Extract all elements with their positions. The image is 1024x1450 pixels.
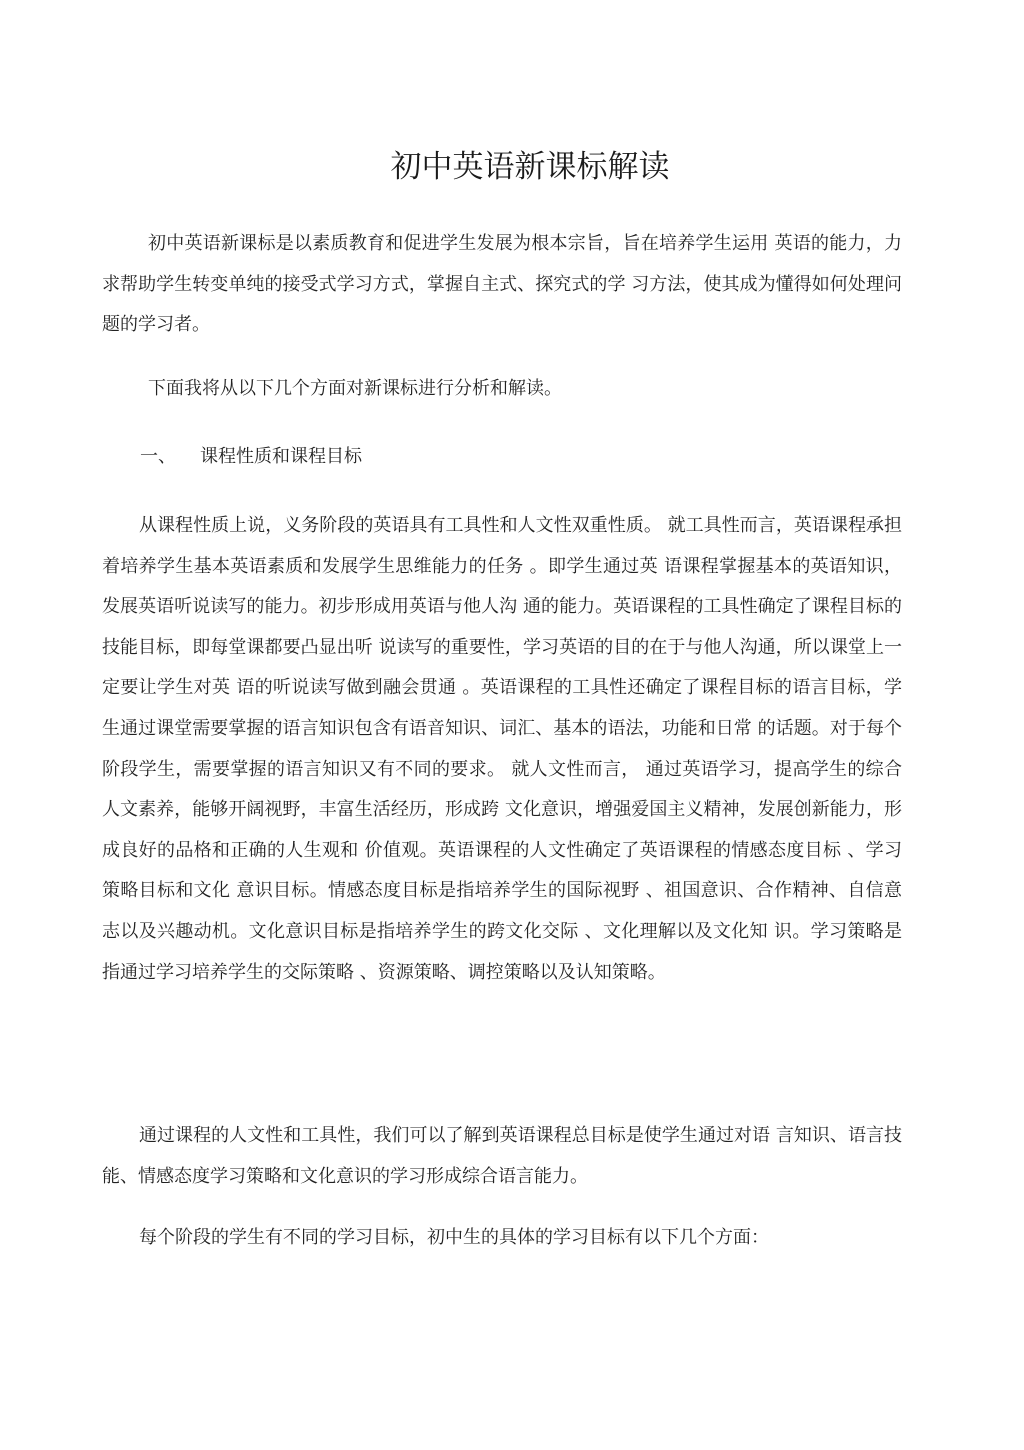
section-heading-text: 课程性质和课程目标 <box>200 446 362 467</box>
outline-paragraph: 下面我将从以下几个方面对新课标进行分析和解读。 <box>148 378 562 399</box>
section-heading <box>140 437 362 477</box>
overall-goal-paragraph: 通过课程的人文性和工具性，我们可以了解到英语课程总目标是使学生通过对语 言知识、语言技能、情感态度学习策略和文化意识的学习形成综合语言能力。 <box>102 1125 902 1187</box>
course-nature-paragraph: 从课程性质上说，义务阶段的英语具有工具性和人文性双重性质。 就工具性而言，英语课程承担着培养学生基本英语素质和发展学生思维能力的任务 。即学生通过英 语课程掌握基本的英语知识，发展英语听说读写的能力。初步形成用英语与他人沟 通的能力。英语课程的工具性确定了课程目标的技能目标，即每堂课都要凸显出听 说读写的重要性，学习英语的目的在于与他人沟通，所以课堂上一定要让学生对英 语的听说读写做到融会贯通 。英语课程的工具性还确定了课程目标的语言目标，学 生通过课堂需要掌握的语言知识包含有语音知识、词汇、基本的语法，功能和日常 的话题。对于每个阶段学生，需要掌握的语言知识又有不同的要求。 就人文性而言， 通过英语学习，提高学生的综合人文素养，能够开阔视野，丰富生活经历，形成跨 文化意识，增强爱国主义精神，发展创新能力，形成良好的品格和正确的人生观和 价值观。英语课程的人文性确定了英语课程的情感态度目标 、学习策略目标和文化 意识目标。情感态度目标是指培养学生的国际视野 、祖国意识、合作精神、自信意 志以及兴趣动机。文化意识目标是指培养学生的跨文化交际 、文化理解以及文化知 识。学习策略是指通过学习培养学生的交际策略 、资源策略、调控策略以及认知策略。 <box>102 515 902 983</box>
stage-goals-paragraph: 每个阶段的学生有不同的学习目标，初中生的具体的学习目标有以下几个方面： <box>139 1227 769 1248</box>
document-title: 初中英语新课标解读 <box>390 149 670 185</box>
section-number: 一、 <box>140 446 176 467</box>
intro-paragraph: 初中英语新课标是以素质教育和促进学生发展为根本宗旨，旨在培养学生运用 英语的能力，力求帮助学生转变单纯的接受式学习方式，掌握自主式、探究式的学 习方法，使其成为懂得如何处理问题的学习者。 <box>102 233 902 336</box>
